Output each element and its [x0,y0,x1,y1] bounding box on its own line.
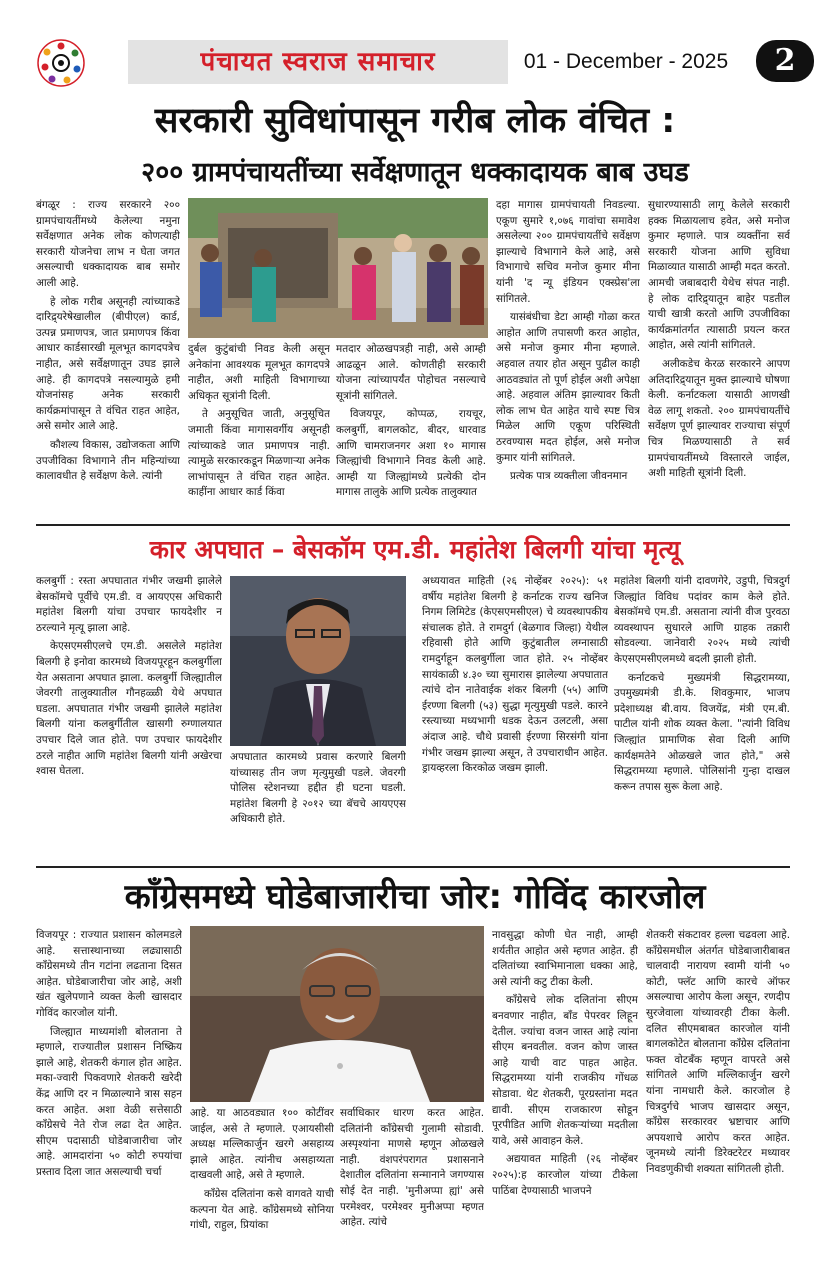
paragraph: बंगळूर : राज्य सरकारने २०० ग्रामपंचायतींमध्ये केलेल्या नमुना सर्वेक्षणात अनेक लोक कोणत्याही सरकारी योजनेचा लाभ न घेता जगत असल्याची धक्कादायक बाब समोर आली आहे. [36,199,180,289]
paragraph: शेतकरी संकटावर हल्ला चढवला आहे. काँग्रेसमधील अंतर्गत घोडेबाजारीबाबत चालवादी नारायण स्वामी यांनी ५० कोटी, फ्लॅट आणि कारचे ऑफर असल्याचा आरोप केला असून, रणदीप सुरजेवाला यांच्यावरही टीका केली. दलित सीएमबाबत कारजोल यांनी बागलकोटेत बोलताना काँग्रेस दलितांना फक्त वोटबँक म्हणून वापरते असे सांगितले आणि मल्लिकार्जुन खरगे यांना नामधारी केले. कारजोल हे चित्रदुर्गचे भाजप खासदार असून, काँग्रेस सरकारवर भ्रष्टाचार आणि अपयशाचे आरोप करत आहेत. जूनमध्ये त्यांनी डिरेक्टरेटर मध्यावर निवडणुकीची शक्यता सांगितली होती. [646,929,790,1175]
paragraph: विजयपूर, कोप्पळ, रायचूर, कलबुर्गी, बागलकोट, बीदर, धारवाड आणि चामराजनगर अशा १० मागास जिल्ह्यांची विभागाने निवड केली आहे. आम्ही या जिल्ह्यांमध्ये प्रत्येकी दोन मागास तालुके आणि प्रत्येक तालुक्यात [336,408,486,499]
article2-column-3 [422,574,608,864]
paragraph: जिल्ह्यात माध्यमांशी बोलताना ते म्हणाले, राज्यातील प्रशासन निष्क्रिय झाले आहे, शेतकरी कंगाल होत आहेत. मका-ज्वारी पिकवणारे शेतकरी खरेदी केंद्र आणि दर न मिळाल्याने त्रास सहन करत आहेत. अशा वेळी सत्तेसाठी काँग्रेसचे नेते रोज लढा देत आहेत. सीएम पदासाठी घोडेबाजारीचा जोर आहे. आमदारांना ५० कोटी रुपयांचा प्रस्ताव दिला जात असल्याची चर्चा [36,1025,182,1178]
paragraph: यासंबंधीचा डेटा आम्ही गोळा करत आहोत आणि तपासणी करत आहोत, असे मनोज कुमार मीना म्हणाले. अहवाल तयार होत असून पुढील काही आठवड्यांत तो पूर्ण होईल अशी अपेक्षा आहे. अहवाल अंतिम झाल्यावर किती लोक लाभ घेत आहेत याचे स्पष्ट चित्र मिळेल आणि एकूण परिस्थिती ठरवण्यास मदत होईल, असे मनोज कुमार यांनी सांगितले. [496,311,640,464]
article1-subheadline: २०० ग्रामपंचायतींच्या सर्वेक्षणातून धक्कादायक बाब उघड [141,157,689,188]
article1-column-3 [336,342,486,518]
article1-column-2 [188,342,330,518]
masthead [36,36,796,88]
paragraph: कर्नाटकचे मुख्यमंत्री सिद्धरामय्या, उपमुख्यमंत्री डी.के. शिवकुमार, भाजप प्रदेशाध्यक्ष बी.वाय. विजयेंद्र, मंत्री एम.बी. पाटील यांनी शोक व्यक्त केला. "त्यांनी विविध जिल्ह्यांत प्रामाणिक सेवा दिली आणि कार्यक्षमतेने ओळखले जात होते," असे सिद्धरामय्या म्हणाले. पोलिसांनी गुन्हा दाखल करून तपास सुरू केला आहे. [614,671,790,793]
article2-column-4 [614,574,790,864]
paragraph: आहे. या आठवड्यात १०० कोटींवर जाईल, असे ते म्हणाले. एआयसीसी अध्यक्ष मल्लिकार्जुन खरगे असहाय्य झाले आहेत. त्यांनीच असहाय्यता दाखवली आहे, असे ते म्हणाले. [190,1107,334,1182]
paragraph: कौशल्य विकास, उद्योजकता आणि उपजीविका विभागाने तीन महिन्यांच्या कालावधीत हे सर्वेक्षण केले. त्यांनी [36,438,180,483]
paragraph: काँग्रेसचे लोक दलितांना सीएम बनवणार नाहीत, बॉंड पेपरवर लिहून देतील. ज्यांचा वजन जास्त आहे त्यांना सीएम बनवतील. वजन कोण जास्त आहे याची वाट पाहत आहेत. सिद्धरामय्या यांनी राजकीय गोंधळ सोडावा. थेट शेतकरी, पूरग्रस्तांना मदत द्यावी. सीएम राजकारण सोडून पूरपीडित आणि शेतकऱ्यांच्या मदतीला यावे, असे आवाहन केले. [492,994,638,1147]
paragraph: दहा मागास ग्रामपंचायती निवडल्या. एकूण सुमारे १,०७६ गावांचा समावेश असलेल्या २०० ग्रामपंचायतींचे सर्वेक्षण झाल्याचे विभागाने केले आहे, असे विभागाचे सचिव मनोज कुमार मीना यांनी 'द न्यू इंडियन एक्स्प्रेस'ला सांगितले. [496,199,640,305]
paragraph: केएसएमसीएलचे एम.डी. असलेले महांतेश बिलगी हे इनोवा कारमध्ये विजयपूरहून कलबुर्गीला येत असताना अपघात झाला. कलबुर्गी जिल्ह्यातील जेवरगी तालुक्यातील गौनहळ्ळी येथे अपघात घडला. अपघातात गंभीर जखमी झालेले महांतेश बिलगी यांना कलबुर्गीतील खासगी रुग्णालयात उपचार दिले जात होते. पण उपचार फायदेशीर ठरले नाहीत आणि महांतेश बिलगी यांनी अखेरचा श्वास घेतला. [36,640,222,778]
paragraph: हे लोक गरीब असूनही त्यांच्याकडे दारिद्र्यरेषेखालील (बीपीएल) कार्ड, उत्पन्न प्रमाणपत्र, जात प्रमाणपत्र किंवा आधार कार्डसारखी मूलभूत कागदपत्रेच नाहीत, असे सर्वेक्षणातून उघड झाले आहे. ही कागदपत्रे नसल्यामुळे हमी योजनांसह अनेक सरकारी कार्यक्रमांपासून ते वंचित राहत आहेत, असे समोर आले आहे. [36,295,180,433]
article1-column-1 [36,198,180,518]
article1-headline: सरकारी सुविधांपासून गरीब लोक वंचित : [154,101,676,141]
article3-column-4 [492,928,638,1258]
govind-karjol-portrait [190,926,484,1102]
paragraph: विजयपूर : राज्यात प्रशासन कोलमडले आहे. सत्तास्थानाच्या लढ्यासाठी काँग्रेसमध्ये तीन गटांना लढताना दिसत आहेत. घोडेबाजारीचा जोर आहे, अशी खंत खुलेपणाने व्यक्त केली खासदार गोविंद कारजोल यांनी. [36,929,182,1019]
article1-column-4 [496,198,640,518]
paragraph: अलीकडेच केरळ सरकारने आपण अतिदारिद्र्यातून मुक्त झाल्याचे घोषणा केली. कर्नाटकला यासाठी आणखी वेळ लागू शकतो. २०० ग्रामपंचायतींचे सर्वेक्षण पूर्ण झाल्यावर राज्याचा संपूर्ण चित्र मिळण्यासाठी ते सर्व ग्रामपंचायतींमध्ये विस्तारले जाईल, अशी माहिती सूत्रांनी दिली. [648,357,790,480]
article3-column-5 [646,928,790,1258]
section-divider [36,524,790,526]
paragraph: अपघातात कारमध्ये प्रवास करणारे बिलगी यांच्यासह तीन जण मृत्युमुखी पडले. जेवरगी पोलिस स्टेशनच्या हद्दीत ही घटना घडली. महांतेश बिलगी हे २०१२ च्या बॅचचे आयएएस अधिकारी होते. [230,751,406,826]
paragraph: दुर्बल कुटुंबांची निवड केली असून अनेकांना आवश्यक मूलभूत कागदपत्रे नाहीत, अशी माहिती विभागाच्या अधिकृत सूत्रांनी दिली. [188,343,330,402]
paragraph: अध्ययावत माहिती (२६ नोव्हेंबर २०२५): ५१ वर्षीय महांतेश बिलगी हे कर्नाटक राज्य खनिज निगम लिमिटेड (केएसएमसीएल) चे व्यवस्थापकीय संचालक होते. ते रामदुर्ग (बेळगाव जिल्हा) येथील रहिवासी होते आणि कुटुंबातील लग्नासाठी रामदुर्गहून कलबुर्गीला जात होते. २५ नोव्हेंबर सायंकाळी ४.३० च्या सुमारास झालेल्या अपघातात त्यांचे दोन नातेवाईक शंकर बिलगी (५५) आणि ईरण्णा बिलगी (५३) सुद्धा मृत्युमुखी पडले. कारने रस्त्याच्या मध्यभागी धडक देऊन उलटली, असा अंदाज आहे. चौथे प्रवासी ईरण्णा सिरसंगी यांना गंभीर जखम झाल्या असून, ते उपचाराधीन आहेत. ड्रायव्हरला किरकोळ जखम झाली. [422,575,608,775]
article3-column-3 [340,1106,484,1258]
page-number: 2 [756,40,814,82]
section-divider [36,866,790,868]
issue-date: 01 - December - 2025 [523,50,729,73]
paragraph: सुधारण्यासाठी लागू केलेले सरकारी हक्क मिळायलाच हवेत, असे मनोज कुमार म्हणाले. पात्र व्यक्तींना सर्व सरकारी योजना आणि सुविधा मिळाव्यात यासाठी आम्ही मदत करतो. आमची जबाबदारी येथेच संपत नाही. हे लोक दारिद्र्यातून बाहेर पडतील याची खात्री करतो आणि उपजीविका कार्यक्रमांतर्गत त्यासाठी प्रयत्न करत आहोत, असे त्यांनी सांगितले. [648,199,790,352]
masthead-title: पंचायत स्वराज समाचार [128,40,508,84]
paragraph: महांतेश बिलगी यांनी दावणगेरे, उडुपी, चित्रदुर्ग जिल्ह्यांत विविध पदांवर काम केले होते. बेसकॉमचे एम.डी. असताना त्यांनी वीज पुरवठा व्यवस्थापन सुधारले आणि ग्राहक तक्रारी सोडवल्या. जानेवारी २०२५ मध्ये त्यांची केएसएमसीएलमध्ये बदली झाली होती. [614,575,790,665]
article3-column-1 [36,928,182,1258]
survey-team-photo [188,198,488,338]
article3-headline: काँग्रेसमध्ये घोडेबाजारीचा जोर: गोविंद कारजोल [124,877,706,917]
paragraph: कलबुर्गी : रस्ता अपघातात गंभीर जखमी झालेले बेसकॉमचे पूर्वीचे एम.डी. व आयएएस अधिकारी महांतेश बिलगी यांचा उपचार फायदेशीर न ठरल्याने मृत्यू झाला आहे. [36,575,222,634]
mahantesh-bilagi-portrait [230,576,406,746]
article2-column-1 [36,574,222,864]
panchayat-logo-icon [36,38,86,88]
paragraph: ते अनुसूचित जाती, अनुसूचित जमाती किंवा मागासवर्गीय असूनही त्यांच्याकडे जात प्रमाणपत्र नाही. त्यामुळे सरकारकडून मिळणाऱ्या अनेक लाभांपासून ते वंचित राहत आहेत. काहींना आधार कार्ड किंवा [188,408,330,499]
paragraph: काँग्रेस दलितांना कसे वागवते याची कल्पना येत आहे. काँग्रेसमध्ये सोनिया गांधी, राहुल, प्रियांका [190,1187,334,1232]
article1-column-5 [648,198,790,518]
article3-column-2 [190,1106,334,1258]
paragraph: प्रत्येक पात्र व्यक्तीला जीवनमान [510,470,628,483]
article2-column-2 [230,750,406,864]
paragraph: नावसुद्धा कोणी घेत नाही, आम्ही शर्यतीत आहोत असे म्हणत आहेत. ही दलितांच्या स्वाभिमानाला धक्का आहे, असे त्यांनी कटु टीका केली. [492,929,638,988]
paragraph: सर्वाधिकार धारण करत आहेत. दलितांनी काँग्रेसची गुलामी सोडावी. अस्पृश्यांना माणसे म्हणून ओळखले नाही. वंशपरंपरागत प्रशासनाने देशातील दलितांना सन्मानाने जगण्यास सोई देत नाही. 'मुनीअप्पा ह्यां' असे परमेश्वर, परमेश्वर मुनीअप्पा म्हणत आहेत. त्यांचे [340,1107,484,1229]
paragraph: मतदार ओळखपत्रही नाही, असे आम्ही आढळून आले. कोणतीही सरकारी योजना त्यांच्यापर्यंत पोहोचत नसल्याचे सूत्रांनी सांगितले. [336,343,486,402]
article2-headline: कार अपघात – बेसकॉम एम.डी. महांतेश बिलगी यांचा मृत्यू [149,535,681,564]
paragraph: अद्ययावत माहिती (२६ नोव्हेंबर २०२५):ह कारजोल यांच्या टीकेला पाठिंबा देण्यासाठी भाजपने [492,1153,638,1197]
